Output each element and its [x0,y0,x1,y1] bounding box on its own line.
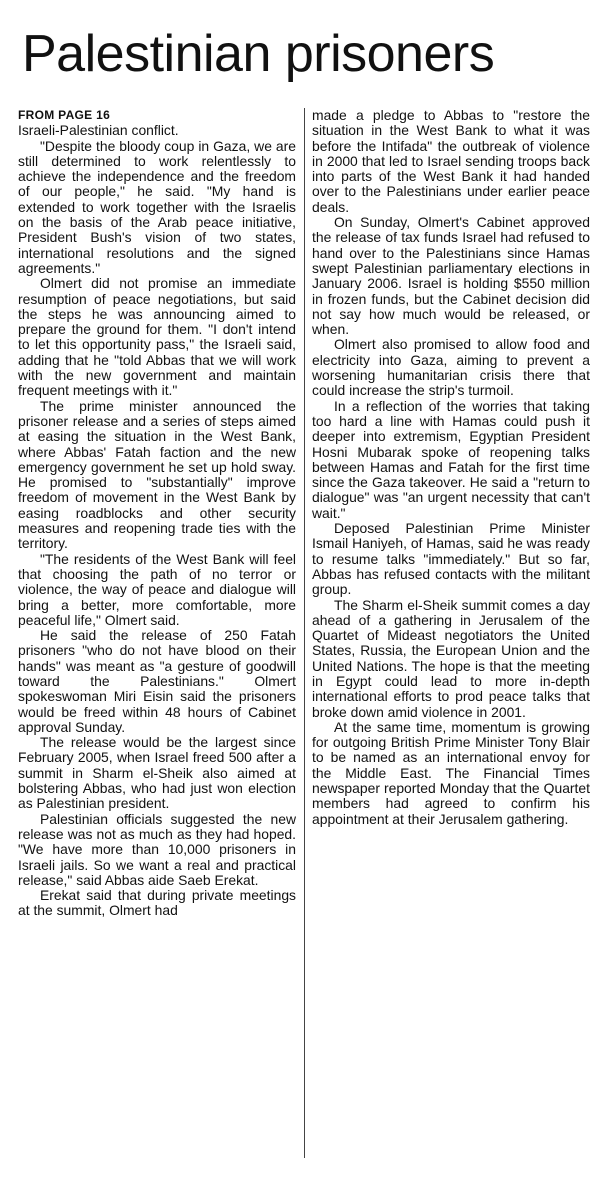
paragraph: The release would be the largest since February 2005, when Israel freed 500 after a summit in Sharm el-Sheik also aimed at bolstering Abbas, who had just won election as Palestinian president. [18,734,296,812]
paragraph: At the same time, momentum is growing for outgoing British Prime Minister Tony Blair to be named as an international envoy for the Middle East. The Financial Times newspaper reported Monday that the Quartet members had agreed to confirm his appointment at their Jerusalem gathering. [312,718,590,827]
paragraph: Olmert did not promise an immediate resumption of peace negotiations, but said the steps he was announcing aimed to prepare the ground for them. "I don't intend to let this opportunity pass," the Israeli said, adding that he "told Abbas that we will work with the new government and maintain frequent meetings with it." [18,275,296,399]
right-column [312,108,590,827]
paragraph: Deposed Palestinian Prime Minister Ismail Haniyeh, of Hamas, said he was ready to resume talks "immediately." But so far, Abbas has refused contacts with the militant group. [312,520,590,598]
paragraph: Erekat said that during private meetings at the summit, Olmert had [18,887,296,919]
paragraph: "Despite the bloody coup in Gaza, we are still determined to work relentlessly to achieve the independence and the freedom of our people," he said. "My hand is extended to work together with the Israelis on the basis of the Arab peace initiative, President Bush's vision of two states, international resolutions and the signed agreements." [18,137,296,276]
paragraph: The Sharm el-Sheik summit comes a day ahead of a gathering in Jerusalem of the Quartet of Mideast negotiators the United States, Russia, the European Union and the United Nations. The hope is that the meeting in Egypt could lead to more in-depth international efforts to prod peace talks that broke down amid violence in 2001. [312,596,590,720]
paragraph: Olmert also promised to allow food and electricity into Gaza, aiming to prevent a worsening humanitarian crisis there that could increase the strip's turmoil. [312,336,590,399]
paragraph: made a pledge to Abbas to "restore the situation in the West Bank to what it was before the Intifada" the outbreak of violence in 2000 that led to Israel sending troops back into parts of the West Bank it had handed over to the Palestinians under earlier peace deals. [312,108,590,215]
paragraph: The prime minister announced the prisoner release and a series of steps aimed at easing the situation in the West Bank, where Abbas' Fatah faction and the new emergency government he set up hold sway. He promised to "substantially" improve freedom of movement in the West Bank by easing roadblocks and other security measures and reopening trade ties with the territory. [18,397,296,552]
column-divider [304,108,305,1158]
paragraph: On Sunday, Olmert's Cabinet approved the release of tax funds Israel had refused to hand over to the Palestinians since Hamas swept Palestinian parliamentary elections in January 2006. Israel is holding $550 million in frozen funds, but the Cabinet decision did not say how much would be released, or when. [312,214,590,338]
paragraph: He said the release of 250 Fatah prisoners "who do not have blood on their hands" was meant as "a gesture of goodwill toward the Palestinians." Olmert spokeswoman Miri Eisin said the prisoners would be freed within 48 hours of Cabinet approval Sunday. [18,627,296,735]
left-column [18,108,296,919]
paragraph: "The residents of the West Bank will feel that choosing the path of no terror or violence, the way of peace and dialogue will bring a better, more comfortable, more peaceful life," Olmert said. [18,550,296,628]
paragraph: Israeli-Palestinian conflict. [18,122,179,139]
headline: Palestinian prisoners [22,25,495,83]
dateline: FROM PAGE 16 [18,108,111,122]
paragraph: In a reflection of the worries that taking too hard a line with Hamas could push it deeper into extremism, Egyptian President Hosni Mubarak spoke of reopening talks between Hamas and Fatah for the first time since the Gaza takeover. He said a "return to dialogue" was "an urgent necessity that can't wait." [312,397,590,521]
paragraph: Palestinian officials suggested the new release was not as much as they had hoped. "We have more than 10,000 prisoners in Israeli jails. So we want a real and practical release," said Abbas aide Saeb Erekat. [18,810,296,888]
